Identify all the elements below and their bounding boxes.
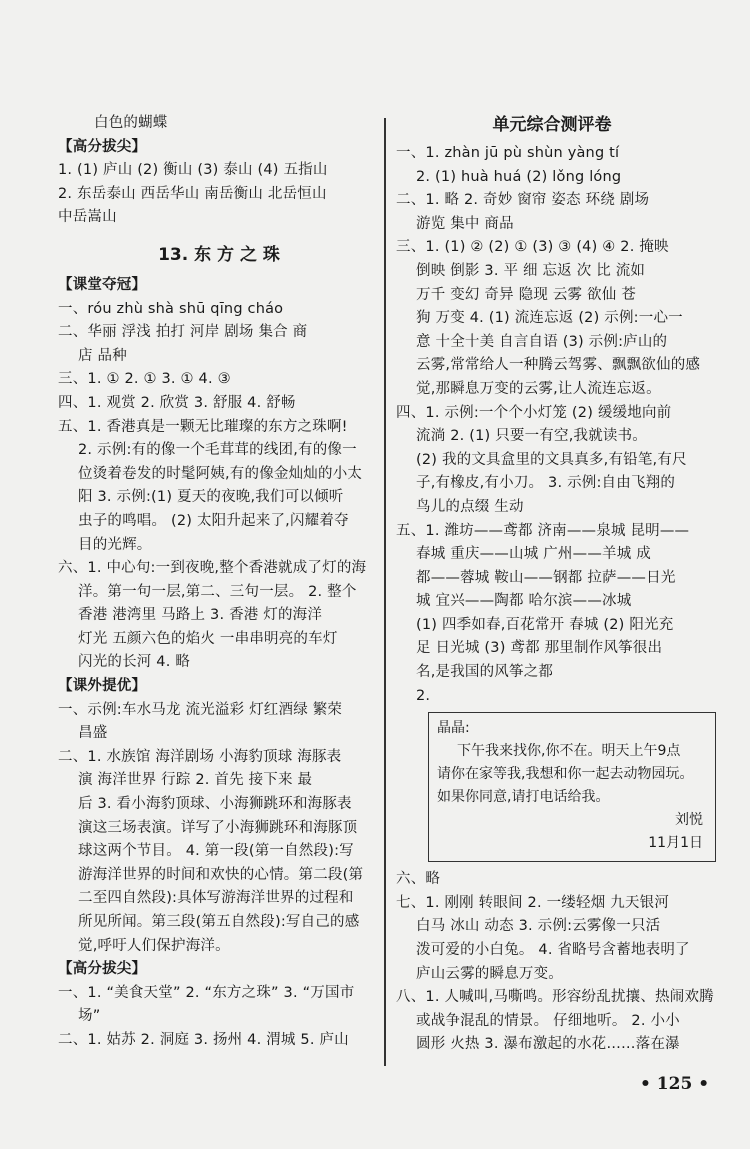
message-note: [428, 712, 716, 862]
answer-line: 都——蓉城 鞍山——钢都 拉萨——日光: [416, 569, 676, 586]
page-number: • 125 •: [640, 1074, 710, 1094]
answer-line: 六、1. 中心句:一到夜晚,整个香港就成了灯的海: [58, 560, 367, 577]
answer-line: 演这三场表演。详写了小海狮跳环和海豚顶: [78, 819, 358, 836]
answer-line: 2.: [416, 687, 431, 704]
answer-line: 二、1. 略 2. 奇妙 窗帘 姿态 环绕 剧场: [396, 192, 650, 209]
note-body-line: 请你在家等我,我想和你一起去动物园玩。: [437, 766, 694, 783]
answer-line: 阳 3. 示例:(1) 夏天的夜晚,我们可以倾听: [78, 489, 344, 506]
answer-line: 一、1. “美食天堂” 2. “东方之珠” 3. “万国市: [58, 984, 355, 1001]
answer-line: 泼可爱的小白兔。 4. 省略号含蓄地表明了: [416, 942, 690, 959]
column-divider: [384, 118, 386, 1066]
answer-line: 洋。第一句一层,第二、三句一层。 2. 整个: [78, 583, 357, 600]
unit-test-title: 单元综合测评卷: [492, 115, 612, 135]
answer-line: 白色的蝴蝶: [94, 115, 168, 131]
answer-line: 游览 集中 商品: [416, 215, 514, 232]
lesson-title: 13. 东 方 之 珠: [158, 244, 280, 265]
note-date: 11月1日: [648, 835, 703, 852]
answer-line: 鸟儿的点缀 生动: [416, 498, 524, 515]
answer-line: 2. 示例:有的像一个毛茸茸的线团,有的像一: [78, 442, 357, 459]
answer-line: 灯光 五颜六色的焰火 一串串明亮的车灯: [78, 630, 338, 647]
answer-line: 云雾,常常给人一种腾云驾雾、飘飘欲仙的感: [416, 357, 701, 374]
answer-line: 所见所闻。第三段(第五自然段):写自己的感: [78, 914, 360, 930]
answer-line: 足 日光城 (3) 鸢都 那里制作风筝很出: [416, 640, 663, 657]
answer-line: 五、1. 潍坊——鸢都 济南——泉城 昆明——: [396, 522, 690, 539]
answer-line: 中岳嵩山: [58, 209, 117, 226]
answer-line: 春城 重庆——山城 广州——羊城 成: [416, 546, 651, 563]
answer-line: 二至四自然段):具体写游海洋世界的过程和: [78, 890, 354, 907]
answer-line: 目的光辉。: [78, 536, 152, 553]
answer-line: 昌盛: [78, 725, 108, 742]
answer-line: 后 3. 看小海豹顶球、小海狮跳环和海豚表: [78, 796, 352, 813]
answer-line: 1. (1) 庐山 (2) 衡山 (3) 泰山 (4) 五指山: [58, 162, 328, 179]
note-body-line: 如果你同意,请打电话给我。: [437, 789, 610, 806]
answer-line: 虫子的鸣唱。 (2) 太阳升起来了,闪耀着夺: [78, 512, 349, 529]
answer-line: (2) 我的文具盒里的文具真多,有铅笔,有尺: [416, 451, 687, 468]
answer-line: 名,是我国的风筝之都: [416, 664, 554, 681]
answer-line: 2. 东岳泰山 西岳华山 南岳衡山 北岳恒山: [58, 185, 327, 202]
answer-line: 二、1. 姑苏 2. 洞庭 3. 扬州 4. 渭城 5. 庐山: [58, 1031, 349, 1048]
answer-line: 六、略: [396, 871, 441, 888]
section-heading: 【课外提优】: [58, 678, 147, 695]
section-heading: 【课堂夺冠】: [58, 276, 147, 293]
answer-line: 一、róu zhù shà shū qīng cháo: [58, 300, 284, 317]
answer-line: 子,有橡皮,有小刀。 3. 示例:自由飞翔的: [416, 475, 676, 492]
answer-line: 一、示例:车水马龙 流光溢彩 灯红酒绿 繁荣: [58, 701, 343, 718]
answer-line: 二、1. 水族馆 海洋剧场 小海豹顶球 海豚表: [58, 748, 342, 765]
answer-line: (1) 四季如春,百花常开 春城 (2) 阳光充: [416, 616, 674, 633]
right-answers-bottom: [396, 868, 714, 1057]
answer-line: 狗 万变 4. (1) 流连忘返 (2) 示例:一心一: [416, 310, 683, 327]
answer-line: 场”: [78, 1008, 101, 1025]
answer-line: 三、1. (1) ② (2) ① (3) ③ (4) ④ 2. 掩映: [396, 239, 669, 256]
answer-line: 城 宜兴——陶都 哈尔滨——冰城: [416, 593, 632, 610]
left-column: [58, 112, 380, 1053]
note-body-line: 下午我来找你,你不在。明天上午9点: [457, 743, 681, 760]
answer-line: 万千 变幻 奇异 隐现 云雾 欲仙 苍: [416, 286, 636, 303]
section-heading: 【高分拔尖】: [58, 138, 147, 155]
section-heading: 【高分拔尖】: [58, 961, 147, 978]
answer-line: 意 十全十美 自言自语 (3) 示例:庐山的: [416, 333, 668, 350]
answer-line: 或战争混乱的情景。 仔细地听。 2. 小小: [416, 1012, 680, 1029]
answer-line: 演 海洋世界 行踪 2. 首先 接下来 最: [78, 772, 313, 789]
answer-line: 庐山云雾的瞬息万变。: [416, 965, 563, 982]
answer-line: 四、1. 示例:一个个小灯笼 (2) 缓缓地向前: [396, 404, 672, 421]
left-answers-bottom: [58, 274, 380, 1053]
answer-line: 四、1. 观赏 2. 欣赏 3. 舒服 4. 舒畅: [58, 394, 296, 411]
note-greeting: 晶晶:: [437, 720, 470, 737]
answer-line: 白马 冰山 动态 3. 示例:云雾像一只活: [416, 918, 661, 935]
answer-line: 倒映 倒影 3. 平 细 忘返 次 比 流如: [416, 262, 646, 279]
answer-line: 八、1. 人喊叫,马嘶鸣。形容纷乱扰攘、热闹欢腾: [396, 989, 714, 1006]
answer-line: 一、1. zhàn jū pù shùn yàng tí: [396, 145, 620, 161]
answer-line: 七、1. 刚刚 转眼间 2. 一缕轻烟 九天银河: [396, 894, 670, 911]
answer-line: 2. (1) huà huá (2) lǒng lóng: [416, 168, 622, 185]
answer-line: 球这两个节目。 4. 第一段(第一自然段):写: [78, 843, 354, 860]
answer-line: 三、1. ① 2. ① 3. ① 4. ③: [58, 371, 231, 388]
answer-line: 位烫着卷发的时髦阿姨,有的像金灿灿的小太: [78, 465, 363, 482]
answer-line: 五、1. 香港真是一颗无比璀璨的东方之珠啊!: [58, 418, 348, 435]
left-answers-top: [58, 112, 380, 230]
right-answers-top: [396, 142, 708, 708]
answer-line: 香港 港湾里 马路上 3. 香港 灯的海洋: [78, 607, 323, 624]
answer-line: 店 品种: [78, 347, 127, 364]
answer-line: 游海洋世界的时间和欢快的心情。第二段(第: [78, 866, 364, 883]
answer-line: 流淌 2. (1) 只要一有空,我就读书。: [416, 428, 648, 445]
answer-line: 圆形 火热 3. 瀑布激起的水花……落在瀑: [416, 1036, 680, 1053]
right-column: [396, 112, 714, 1057]
answer-line: 闪光的长河 4. 略: [78, 654, 191, 671]
answer-line: 觉,呼吁人们保护海洋。: [78, 937, 230, 954]
answer-line: 觉,那瞬息万变的云雾,让人流连忘返。: [416, 380, 661, 397]
note-signature: 刘悦: [675, 812, 703, 829]
answer-line: 二、华丽 浮浅 拍打 河岸 剧场 集合 商: [58, 324, 308, 341]
